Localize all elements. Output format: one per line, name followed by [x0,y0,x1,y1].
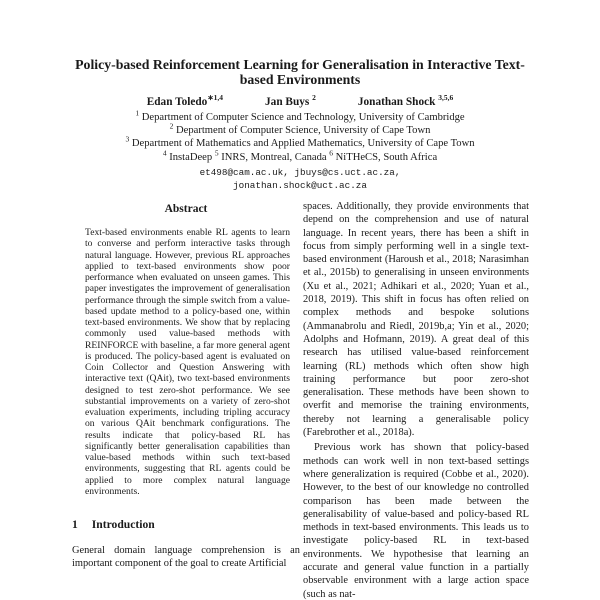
email-line-1: et498@cam.ac.uk, jbuys@cs.uct.ac.za, [199,166,401,178]
affil-3-text: Department of Mathematics and Applied Mathematics, University of Cape Town [131,138,475,150]
affil-1-sup: 1 [135,108,140,118]
author-3-superscript: 3,5,6 [438,93,454,103]
paper-header [0,58,600,193]
right-column [303,200,529,600]
affil-2-sup: 2 [169,121,174,131]
right-column-paragraph-2: Previous work has shown that policy-based methods can work well in non text-based settings where generalization is required (Cobbe et al., 2020). However, to the best of our knowledge no controlled comparison has been made between the generalisability of value-based and policy-based RL methods in text-based environments. This leads us to investigate policy-based RL in text-based environments. We hypothesise that learning an accurate and general value function in a partially observable environment with a large action space (such as nat- [303,442,529,600]
abstract-text: Text-based environments enable RL agents to learn to converse and perform interactive tasks through natural language. However, previous RL approaches applied to text-based environments show poor performance when evaluated on unseen games. This paper investigates the improvement of generalisation performance through the simple switch from a value-based update method to a policy-based one, within text-based environments. We show that by replacing commonly used value-based methods with REINFORCE with baseline, a far more general agent is produced. The policy-based agent is evaluated on Coin Collector and Question Answering with interactive text (QAit), two text-based environments designed to test zero-shot performance. We see substantial improvements on a variety of zero-shot evaluation experiments, including tripling accuracy on various QAit benchmark configurations. The results indicate that policy-based RL has significantly better generalisation capabilities than value-based methods within such text-based environments, suggesting that RL agents could be applied to more complex natural language environments. [85,227,290,497]
affiliation-line-4 [0,148,600,164]
email-line-2: jonathan.shock@uct.ac.za [233,180,367,192]
affil-3-sup: 3 [125,134,130,144]
author-1-superscript: ∗1,4 [207,93,224,103]
author-2-name: Jan Buys [265,96,310,108]
authors-row [0,93,600,109]
affil-1-text: Department of Computer Science and Technology, University of Cambridge [141,112,465,123]
right-column-paragraph-1: spaces. Additionally, they provide environments that depend on the comprehension and use of natural language. In recent years, there has been a shift in focus from simply performing well in a single text-based environment (Haroush et al., 2018; Narasimhan et al., 2015b) to generalising in unseen environments (Xu et al., 2021; Adhikari et al., 2020; Yuan et al., 2018, 2019). This shift in focus has often relied on complex methods and bespoke solutions (Ammanabrolu and Riedl, 2019b,a; Yin et al., 2020; Adolphs and Hofmann, 2019). A great deal of this research has utilised value-based reinforcement learning (RL) methods which often show high training performance but poor zero-shot generalisation. These methods have been shown to overfit and memorise the training environments, thereby not learning a generalisable policy (Farebrother et al., 2018a). [303,201,529,439]
affil-2-text: Department of Computer Science, University of Cape Town [175,125,431,137]
affiliation-line-1 [0,108,600,124]
abstract-heading: Abstract [164,203,208,215]
affil-4c-sup: 6 [329,148,333,158]
affiliation-line-2 [0,121,600,137]
affil-4b-text: INRS, Montreal, Canada [221,151,327,163]
affil-4a-sup: 4 [162,148,167,158]
affil-4b-sup: 5 [214,148,219,158]
author-2 [265,93,316,109]
section-number: 1 [72,518,78,531]
affil-4c-text: NiTHeCS, South Africa [335,151,438,163]
paper-title: Policy-based Reinforcement Learning for Generalisation in Interactive Text-based Environments [75,57,525,87]
author-3 [357,93,454,109]
author-3-name: Jonathan Shock [357,96,436,108]
left-column [72,203,300,571]
author-emails [0,166,600,193]
section-heading-introduction [72,518,300,531]
affiliation-line-3 [0,134,600,150]
affiliations [0,108,600,164]
affil-4a-text: InstaDeep [169,151,213,163]
author-2-superscript: 2 [312,93,316,103]
introduction-paragraph: General domain language comprehension is an important component of the goal to create Artificial [72,545,300,570]
author-1 [146,93,224,109]
section-title: Introduction [91,518,155,531]
author-1-name: Edan Toledo [146,96,208,108]
